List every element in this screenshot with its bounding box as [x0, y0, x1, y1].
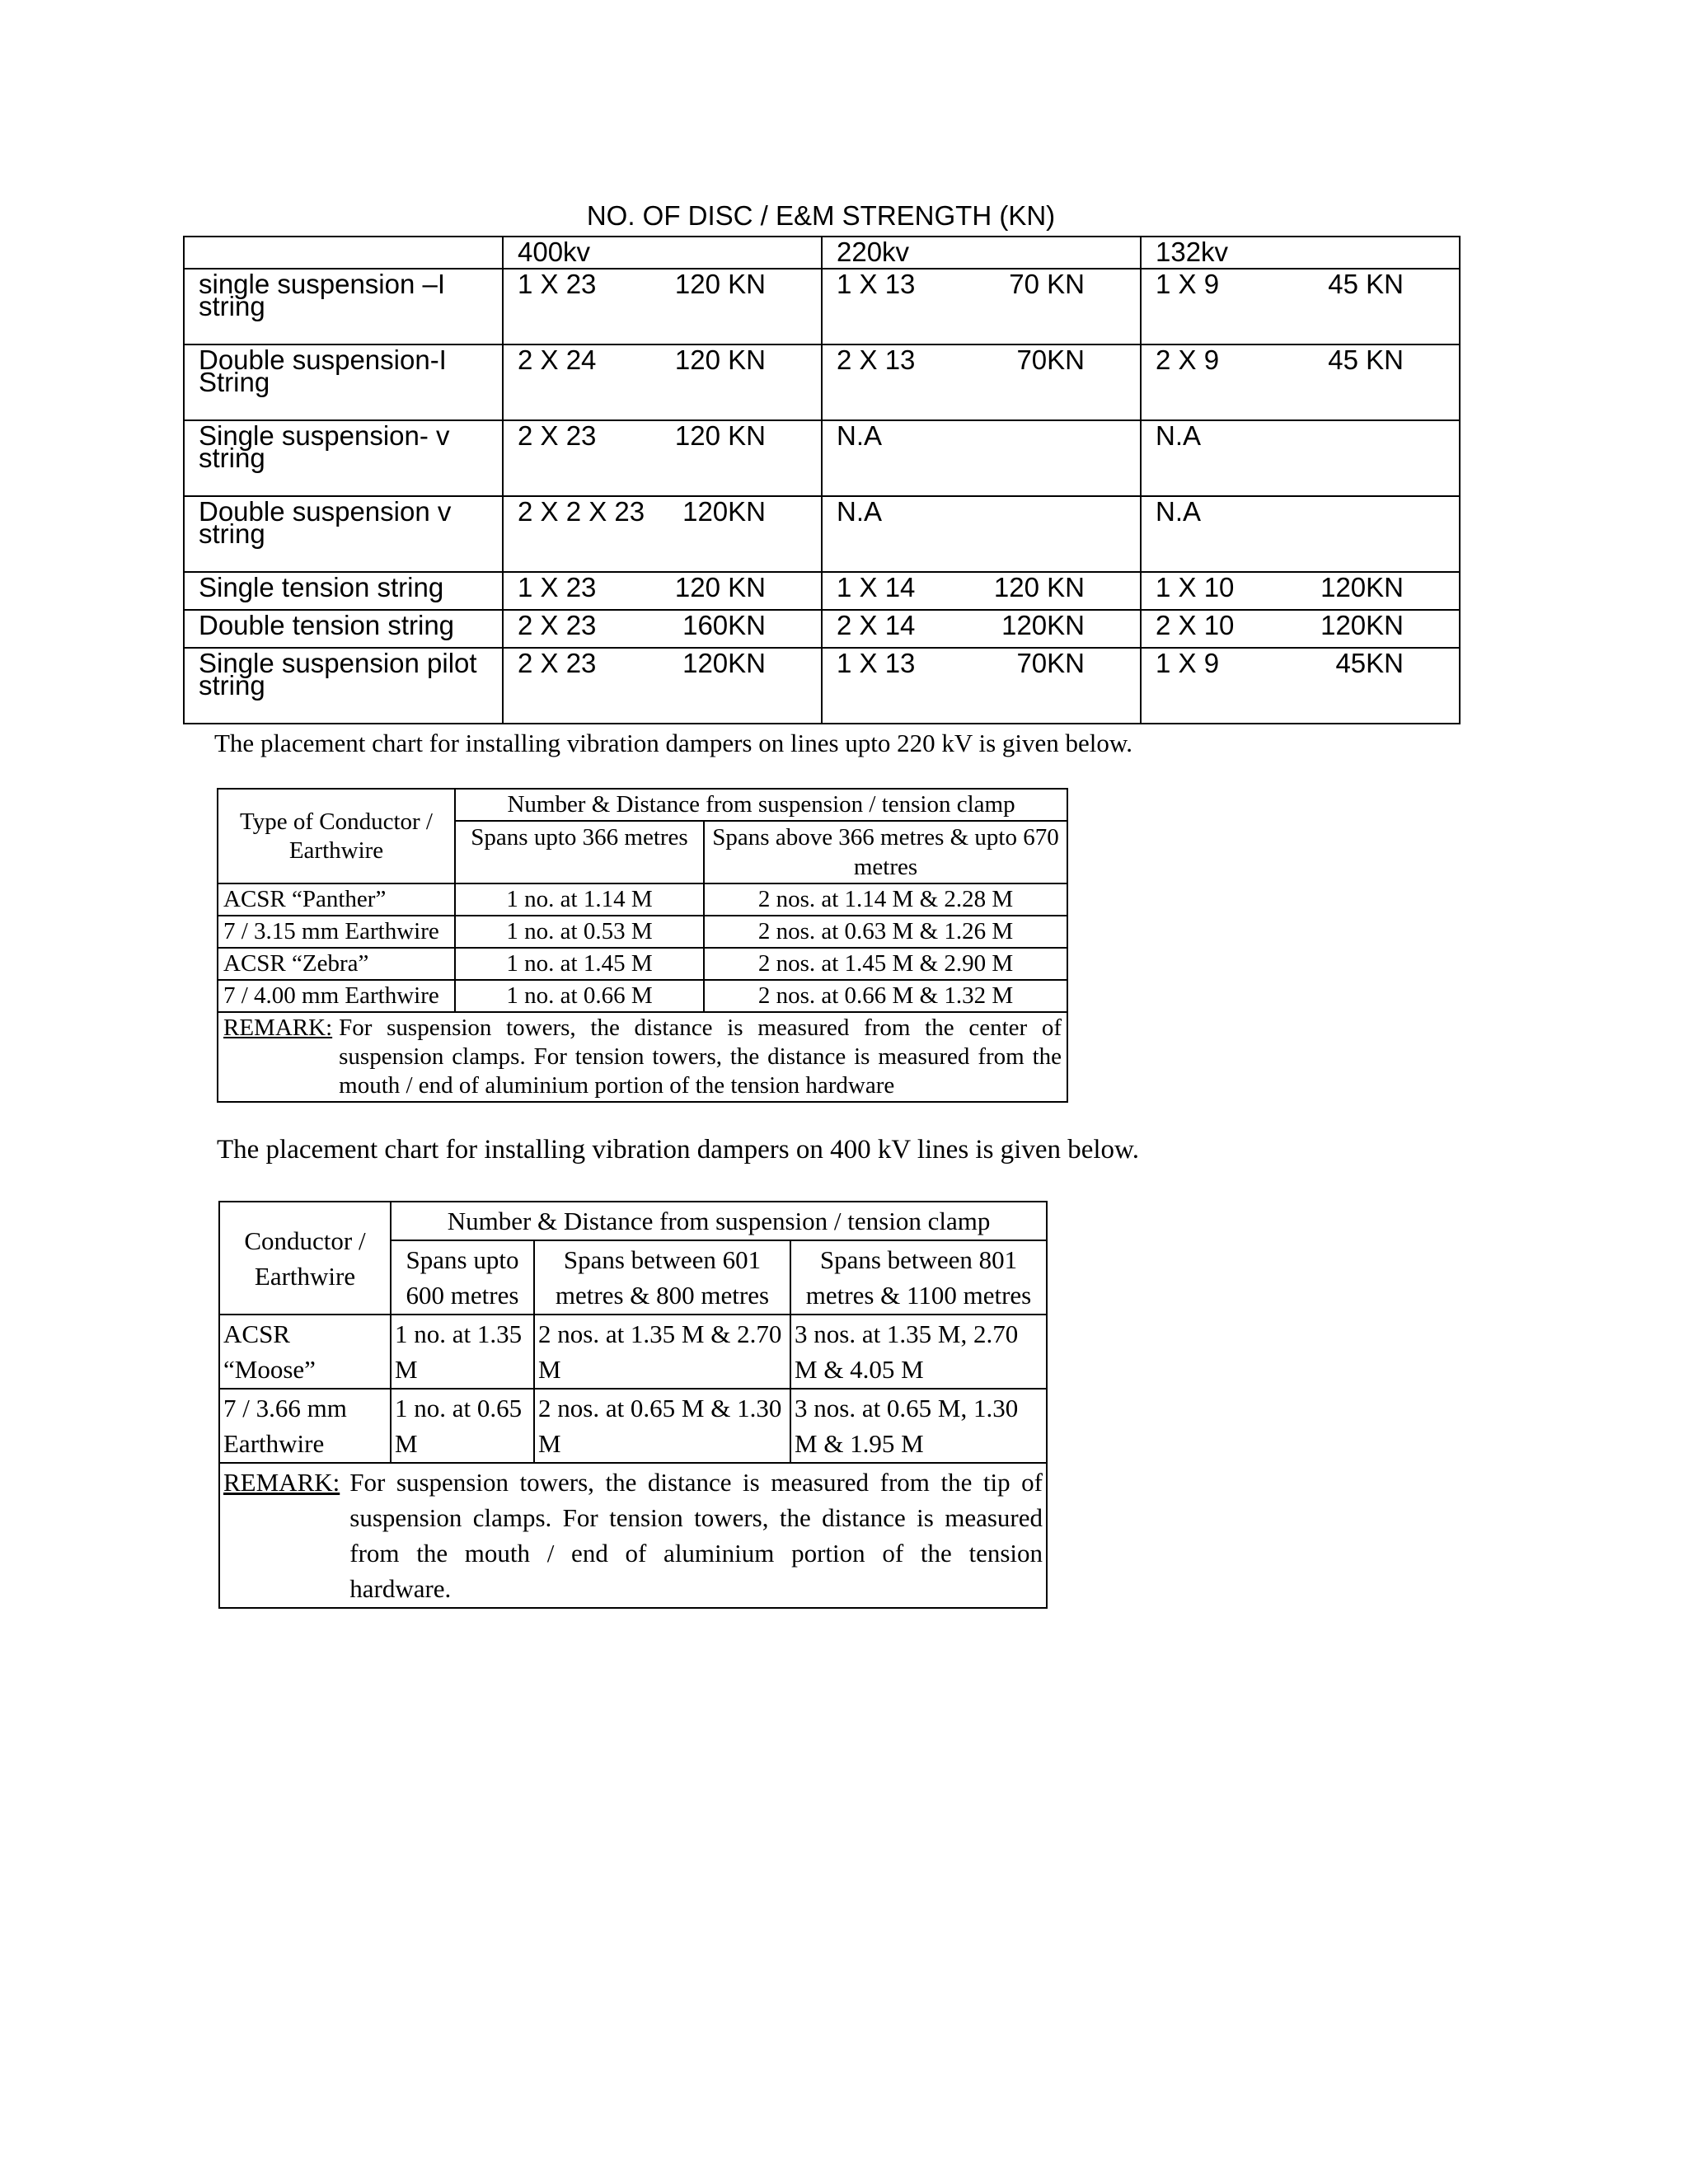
string-type-cell: Double suspension v string: [184, 496, 503, 572]
disc-count: 1 X 13: [837, 269, 916, 299]
distance-cell: 2 nos. at 0.65 M & 1.30 M: [534, 1389, 790, 1463]
value-cell-400kv: [503, 420, 822, 496]
table-row: [218, 883, 1067, 916]
damper-chart-400kv-table: [218, 1201, 1048, 1609]
header-cell-132kv: 132kv: [1141, 237, 1460, 269]
table-header-row: [184, 237, 1460, 269]
table-row: [184, 648, 1460, 724]
disc-count: 1 X 10: [1156, 572, 1235, 602]
strength-value: [1404, 424, 1445, 447]
disc-count: 1 X 9: [1156, 648, 1220, 678]
remark-cell: [219, 1463, 1047, 1608]
distance-cell: 1 no. at 0.66 M: [455, 980, 704, 1012]
string-type-cell: Single suspension- v string: [184, 420, 503, 496]
disc-count: N.A: [1156, 496, 1202, 527]
distance-cell: 1 no. at 0.65 M: [391, 1389, 534, 1463]
distance-cell: 3 nos. at 0.65 M, 1.30 M & 1.95 M: [790, 1389, 1047, 1463]
strength-value: 160KN: [682, 610, 766, 640]
value-cell-400kv: [503, 269, 822, 344]
header-cell-220kv: 220kv: [822, 237, 1141, 269]
strength-value: 120KN: [682, 648, 766, 678]
table-row: [218, 948, 1067, 980]
disc-count: 2 X 2 X 23: [518, 496, 645, 527]
disc-count: 2 X 24: [518, 344, 597, 375]
conductor-type-cell: ACSR “Moose”: [219, 1315, 391, 1389]
remark-cell: [218, 1012, 1067, 1102]
strength-value: 70KN: [1016, 344, 1085, 375]
strength-value: 45 KN: [1328, 269, 1404, 299]
disc-count: 1 X 23: [518, 572, 597, 602]
distance-cell: 1 no. at 0.53 M: [455, 916, 704, 948]
disc-strength-title: NO. OF DISC / E&M STRENGTH (KN): [586, 200, 1056, 231]
group-header: Number & Distance from suspension / tension clamp: [455, 789, 1067, 821]
distance-cell: 2 nos. at 1.35 M & 2.70 M: [534, 1315, 790, 1389]
intro-220kv-text: The placement chart for installing vibration dampers on lines upto 220 kV is given below.: [214, 729, 1133, 757]
disc-count: 2 X 23: [518, 420, 597, 451]
disc-count: 2 X 10: [1156, 610, 1235, 640]
value-cell-132kv: [1141, 420, 1460, 496]
distance-cell: 2 nos. at 1.45 M & 2.90 M: [704, 948, 1067, 980]
table-row: [184, 420, 1460, 496]
table-row: [219, 1315, 1047, 1389]
strength-value: 120 KN: [674, 269, 766, 299]
string-type-cell: Single tension string: [184, 572, 503, 610]
strength-value: [1404, 500, 1445, 523]
table-row: [184, 572, 1460, 610]
value-cell-132kv: [1141, 648, 1460, 724]
remark-text: For suspension towers, the distance is measured from the center of suspension clamps. For tension towers, the distance is measured from the mouth / end of aluminium portion of the tension hardware: [339, 1015, 1062, 1099]
group-header: Number & Distance from suspension / tension clamp: [391, 1202, 1047, 1240]
disc-count: N.A: [1156, 420, 1202, 451]
value-cell-220kv: [822, 648, 1141, 724]
disc-strength-table: [183, 236, 1461, 724]
disc-count: 2 X 23: [518, 648, 597, 678]
strength-value: [1085, 500, 1126, 523]
strength-value: 45 KN: [1328, 344, 1404, 375]
table-row: [219, 1389, 1047, 1463]
strength-value: [1085, 424, 1126, 447]
disc-count: N.A: [837, 496, 883, 527]
value-cell-132kv: [1141, 610, 1460, 648]
intro-400kv-text: The placement chart for installing vibration dampers on 400 kV lines is given below.: [217, 1135, 1139, 1165]
table-row: [218, 916, 1067, 948]
type-header: Type of Conductor / Earthwire: [218, 789, 455, 883]
strength-value: 120KN: [1001, 610, 1085, 640]
strength-value: 120 KN: [993, 572, 1085, 602]
table-row: [218, 980, 1067, 1012]
table-row: [184, 610, 1460, 648]
table-header-row: [219, 1202, 1047, 1240]
value-cell-220kv: [822, 269, 1141, 344]
disc-count: 1 X 23: [518, 269, 597, 299]
disc-count: 2 X 13: [837, 344, 916, 375]
conductor-type-cell: 7 / 4.00 mm Earthwire: [218, 980, 455, 1012]
header-cell-400kv: 400kv: [503, 237, 822, 269]
col-header-span-366: Spans upto 366 metres: [455, 821, 704, 883]
disc-count: 2 X 9: [1156, 344, 1220, 375]
value-cell-400kv: [503, 648, 822, 724]
value-cell-132kv: [1141, 496, 1460, 572]
disc-count: 2 X 14: [837, 610, 916, 640]
value-cell-400kv: [503, 610, 822, 648]
table-row: [184, 269, 1460, 344]
value-cell-132kv: [1141, 572, 1460, 610]
conductor-type-cell: ACSR “Zebra”: [218, 948, 455, 980]
strength-value: 120 KN: [674, 420, 766, 451]
strength-value: 120KN: [1320, 610, 1404, 640]
remark-label: REMARK:: [223, 1015, 333, 1041]
strength-value: 120 KN: [674, 344, 766, 375]
conductor-type-cell: 7 / 3.15 mm Earthwire: [218, 916, 455, 948]
string-type-cell: single suspension –I string: [184, 269, 503, 344]
string-type-cell: Single suspension pilot string: [184, 648, 503, 724]
remark-label: REMARK:: [223, 1468, 340, 1497]
strength-value: 45KN: [1335, 648, 1404, 678]
table-row: [184, 344, 1460, 420]
remark-row: [218, 1012, 1067, 1102]
value-cell-220kv: [822, 496, 1141, 572]
header-cell-empty: [184, 237, 503, 269]
distance-cell: 1 no. at 1.35 M: [391, 1315, 534, 1389]
remark-row: [219, 1463, 1047, 1608]
strength-value: 70KN: [1016, 648, 1085, 678]
value-cell-220kv: [822, 420, 1141, 496]
col-header-span-600: Spans upto 600 metres: [391, 1240, 534, 1315]
value-cell-220kv: [822, 572, 1141, 610]
distance-cell: 1 no. at 1.14 M: [455, 883, 704, 916]
damper-chart-220kv-table: [217, 788, 1068, 1103]
value-cell-400kv: [503, 496, 822, 572]
value-cell-132kv: [1141, 269, 1460, 344]
disc-count: 1 X 14: [837, 572, 916, 602]
disc-count: 2 X 23: [518, 610, 597, 640]
strength-value: 120 KN: [674, 572, 766, 602]
value-cell-400kv: [503, 572, 822, 610]
value-cell-220kv: [822, 610, 1141, 648]
col-header-span-1100: Spans between 801 metres & 1100 metres: [790, 1240, 1047, 1315]
value-cell-132kv: [1141, 344, 1460, 420]
value-cell-400kv: [503, 344, 822, 420]
type-header: Conductor / Earthwire: [219, 1202, 391, 1315]
col-header-span-670: Spans above 366 metres & upto 670 metres: [704, 821, 1067, 883]
distance-cell: 3 nos. at 1.35 M, 2.70 M & 4.05 M: [790, 1315, 1047, 1389]
remark-text: For suspension towers, the distance is measured from the tip of suspension clamps. For tension towers, the distance is measured from the mouth / end of aluminium portion of the tension hardware.: [349, 1468, 1043, 1603]
strength-value: 70 KN: [1009, 269, 1085, 299]
disc-count: 1 X 9: [1156, 269, 1220, 299]
value-cell-220kv: [822, 344, 1141, 420]
string-type-cell: Double tension string: [184, 610, 503, 648]
distance-cell: 2 nos. at 0.66 M & 1.32 M: [704, 980, 1067, 1012]
conductor-type-cell: ACSR “Panther”: [218, 883, 455, 916]
table-row: [184, 496, 1460, 572]
conductor-type-cell: 7 / 3.66 mm Earthwire: [219, 1389, 391, 1463]
table-header-row: [218, 789, 1067, 821]
string-type-cell: Double suspension-I String: [184, 344, 503, 420]
disc-count: N.A: [837, 420, 883, 451]
distance-cell: 2 nos. at 0.63 M & 1.26 M: [704, 916, 1067, 948]
distance-cell: 2 nos. at 1.14 M & 2.28 M: [704, 883, 1067, 916]
col-header-span-800: Spans between 601 metres & 800 metres: [534, 1240, 790, 1315]
disc-count: 1 X 13: [837, 648, 916, 678]
strength-value: 120KN: [1320, 572, 1404, 602]
distance-cell: 1 no. at 1.45 M: [455, 948, 704, 980]
strength-value: 120KN: [682, 496, 766, 527]
